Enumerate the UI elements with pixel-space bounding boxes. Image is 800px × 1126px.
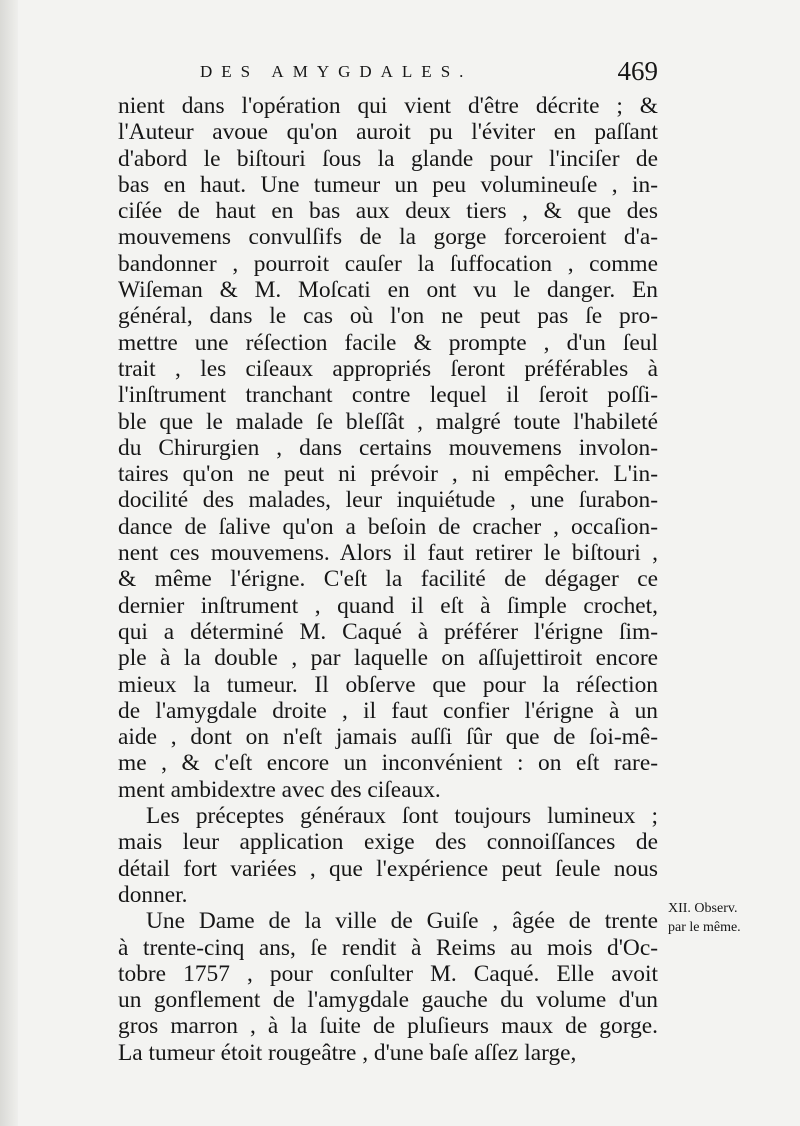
text-line: & même l'érigne. C'eſt la facilité de dégager ce [118,566,658,593]
running-title: DES AMYGDALES. [200,62,473,81]
text-line: l'Auteur avoue qu'on auroit pu l'éviter en paſſant [118,119,658,146]
text-line: docilité des malades, leur inquiétude , une ſurabon- [118,487,658,514]
text-line: nent ces mouvemens. Alors il faut retirer le biſtouri , [118,540,658,567]
text-line: du Chirurgien , dans certains mouvemens involon- [118,434,658,461]
text-line: ment ambidextre avec des ciſeaux. [118,776,441,803]
text-line: ple à la double , par laquelle on aſſujettiroit encore [118,645,658,672]
text-line: taires qu'on ne peut ni prévoir , ni empêcher. L'in- [118,461,658,488]
body-text [118,93,658,1066]
text-line: ble que le malade ſe bleſſât , malgré toute l'habileté [118,408,658,435]
margin-note [668,899,796,937]
text-line: de l'amygdale droite , il faut confier l'érigne à un [118,697,658,724]
text-line: à trente-cinq ans, ſe rendit à Reims au mois d'Oc- [118,934,658,961]
paragraph [118,803,658,908]
text-line: général, dans le cas où l'on ne peut pas ſe pro- [118,303,658,330]
text-line: dernier inſtrument , quand il eſt à ſimple crochet, [118,592,658,619]
text-line: trait , les ciſeaux appropriés ſeront préférables à [118,355,658,382]
text-line: nient dans l'opération qui vient d'être décrite ; & [118,93,658,119]
text-line: tobre 1757 , pour conſulter M. Caqué. Elle avoit [118,960,658,987]
text-line: mieux la tumeur. Il obſerve que pour la réſection [118,671,658,698]
paragraph [118,908,658,1066]
text-line: dance de ſalive qu'on a beſoin de cracher , occaſion- [118,513,658,540]
text-line: qui a déterminé M. Caqué à préférer l'érigne ſim- [118,618,658,645]
text-line: Une Dame de la ville de Guiſe , âgée de trente [146,908,658,935]
page-header [118,56,658,92]
text-line: gros marron , à la ſuite de pluſieurs maux de gorge. [118,1013,658,1040]
page-number: 469 [617,56,658,86]
text-line: La tumeur étoit rougeâtre , d'une baſe aſſez large, [118,1039,577,1066]
margin-note-line: par le même. [668,920,741,935]
text-line: mettre une réſection facile & prompte , d'un ſeul [118,329,658,356]
text-line: bandonner , pourroit cauſer la ſuffocation , comme [118,250,658,277]
text-line: aide , dont on n'eſt jamais auſſi ſûr que de ſoi-mê- [118,724,658,751]
text-line: mouvemens convulſifs de la gorge forceroient d'a- [118,224,658,251]
text-line: ciſée de haut en bas aux deux tiers , & que des [118,198,658,225]
text-line: d'abord le biſtouri ſous la glande pour l'inciſer de [118,145,658,172]
paragraph [118,93,658,803]
text-line: mais leur application exige des connoiſſances de [118,829,658,856]
text-line: l'inſtrument tranchant contre lequel il ſeroit poſſi- [118,382,658,409]
text-line: me , & c'eſt encore un inconvénient : on eſt rare- [118,750,658,777]
page-edge [0,0,18,1126]
text-line: un gonflement de l'amygdale gauche du volume d'un [118,987,658,1014]
text-line: Les préceptes généraux ſont toujours lumineux ; [146,803,658,830]
text-line: donner. [118,881,188,908]
margin-note-line: XII. Observ. [668,901,738,916]
text-line: détail fort variées , que l'expérience peut ſeule nous [118,855,658,882]
text-line: Wiſeman & M. Moſcati en ont vu le danger. En [118,277,658,304]
text-line: bas en haut. Une tumeur un peu volumineuſe , in- [118,171,658,198]
